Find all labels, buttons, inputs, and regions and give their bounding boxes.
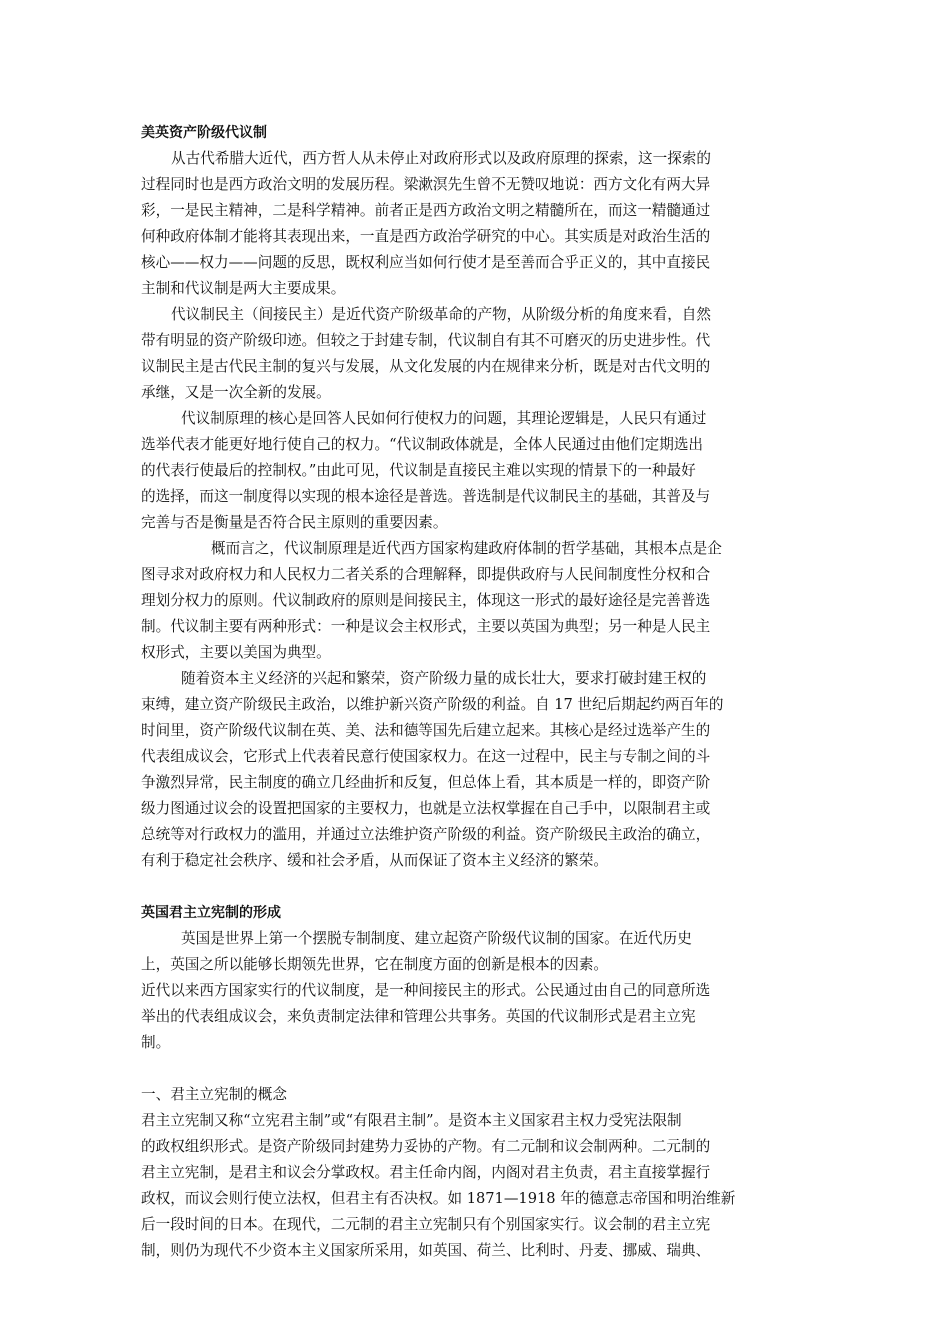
paragraph-line: 的选择，而这一制度得以实现的根本途径是普选。普选制是代议制民主的基础，其普及与 [141,488,711,505]
paragraph-line: 主制和代议制是两大主要成果。 [141,280,346,297]
paragraph-line: 君主立宪制，是君主和议会分掌政权。君主任命内阁，内阁对君主负责，君主直接掌握行 [141,1164,711,1181]
paragraph-line: 级力图通过议会的设置把国家的主要权力，也就是立法权掌握在自己手中，以限制君主或 [141,800,711,817]
paragraph-line: 代议制民主（间接民主）是近代资产阶级革命的产物，从阶级分析的角度来看，自然 [171,306,711,323]
paragraph-line: 制。代议制主要有两种形式：一种是议会主权形式，主要以英国为典型；另一种是人民主 [141,618,711,635]
paragraph-line: 制。 [141,1034,171,1051]
paragraph-line: 完善与否是衡量是否符合民主原则的重要因素。 [141,514,448,531]
paragraph-line: 后一段时间的日本。在现代，二元制的君主立宪制只有个别国家实行。议会制的君主立宪 [141,1216,711,1233]
paragraph-line: 核心——权力——问题的反思，既权利应当如何行使才是至善而合乎正义的，其中直接民 [141,254,711,271]
paragraph-line: 带有明显的资产阶级印迹。但较之于封建专制，代议制自有其不可磨灭的历史进步性。代 [141,332,711,349]
paragraph-line: 图寻求对政府权力和人民权力二者关系的合理解释，即提供政府与人民间制度性分权和合 [141,566,711,583]
paragraph-line: 权形式，主要以美国为典型。 [141,644,331,661]
paragraph-line: 承继，又是一次全新的发展。 [141,384,331,401]
paragraph-gap [141,1056,801,1082]
subsection-title: 一、君主立宪制的概念 [141,1086,287,1103]
section-heading: 美英资产阶级代议制 [141,125,267,141]
paragraph-line: 何种政府体制才能将其表现出来，一直是西方政治学研究的中心。其实质是对政治生活的 [141,228,711,245]
document-page [141,120,801,1264]
paragraph-line: 代议制原理的核心是回答人民如何行使权力的问题，其理论逻辑是，人民只有通过 [181,410,707,427]
paragraph-line: 英国是世界上第一个摆脱专制制度、建立起资产阶级代议制的国家。在近代历史 [181,930,692,947]
section-heading: 英国君主立宪制的形成 [141,905,281,921]
paragraph-line: 政权，而议会则行使立法权，但君主有否决权。如 1871—1918 年的德意志帝国和明治维新 [141,1190,736,1207]
paragraph-line: 束缚，建立资产阶级民主政治，以维护新兴资产阶级的利益。自 17 世纪后期起约两百年的 [141,696,724,713]
paragraph-line: 彩，一是民主精神，二是科学精神。前者正是西方政治文明之精髓所在，而这一精髓通过 [141,202,711,219]
paragraph-line: 时间里，资产阶级代议制在英、美、法和德等国先后建立起来。其核心是经过选举产生的 [141,722,711,739]
paragraph-line: 过程同时也是西方政治文明的发展历程。梁漱溟先生曾不无赞叹地说：西方文化有两大异 [141,176,711,193]
paragraph-line: 的政权组织形式。是资产阶级同封建势力妥协的产物。有二元制和议会制两种。二元制的 [141,1138,711,1155]
paragraph-line: 争激烈异常，民主制度的确立几经曲折和反复，但总体上看，其本质是一样的，即资产阶 [141,774,711,791]
paragraph-line: 的代表行使最后的控制权。”由此可见，代议制是直接民主难以实现的情景下的一种最好 [141,462,696,479]
paragraph-line: 近代以来西方国家实行的代议制度，是一种间接民主的形式。公民通过由自己的同意所选 [141,982,711,999]
paragraph-line: 议制民主是古代民主制的复兴与发展，从文化发展的内在规律来分析，既是对古代文明的 [141,358,711,375]
paragraph-line: 君主立宪制又称“立宪君主制”或“有限君主制”。是资本主义国家君主权力受宪法限制 [141,1112,682,1129]
paragraph-line: 总统等对行政权力的滥用，并通过立法维护资产阶级的利益。资产阶级民主政治的确立， [141,826,711,843]
paragraph-line: 举出的代表组成议会，来负责制定法律和管理公共事务。英国的代议制形式是君主立宪 [141,1008,696,1025]
paragraph-line: 上，英国之所以能够长期领先世界，它在制度方面的创新是根本的因素。 [141,956,609,973]
paragraph-gap [141,874,801,900]
paragraph-line: 制，则仍为现代不少资本主义国家所采用，如英国、荷兰、比利时、丹麦、挪威、瑞典、 [141,1242,711,1259]
paragraph-line: 概而言之，代议制原理是近代西方国家构建政府体制的哲学基础，其根本点是企 [211,540,722,557]
paragraph-line: 有利于稳定社会秩序、缓和社会矛盾，从而保证了资本主义经济的繁荣。 [141,852,609,869]
paragraph-line: 代表组成议会，它形式上代表着民意行使国家权力。在这一过程中，民主与专制之间的斗 [141,748,711,765]
paragraph-line: 选举代表才能更好地行使自己的权力。“代议制政体就是，全体人民通过由他们定期选出 [141,436,704,453]
paragraph-line: 随着资本主义经济的兴起和繁荣，资产阶级力量的成长壮大，要求打破封建王权的 [181,670,707,687]
paragraph-line: 从古代希腊大近代，西方哲人从未停止对政府形式以及政府原理的探索，这一探索的 [171,150,711,167]
paragraph-line: 理划分权力的原则。代议制政府的原则是间接民主，体现这一形式的最好途径是完善普选 [141,592,711,609]
